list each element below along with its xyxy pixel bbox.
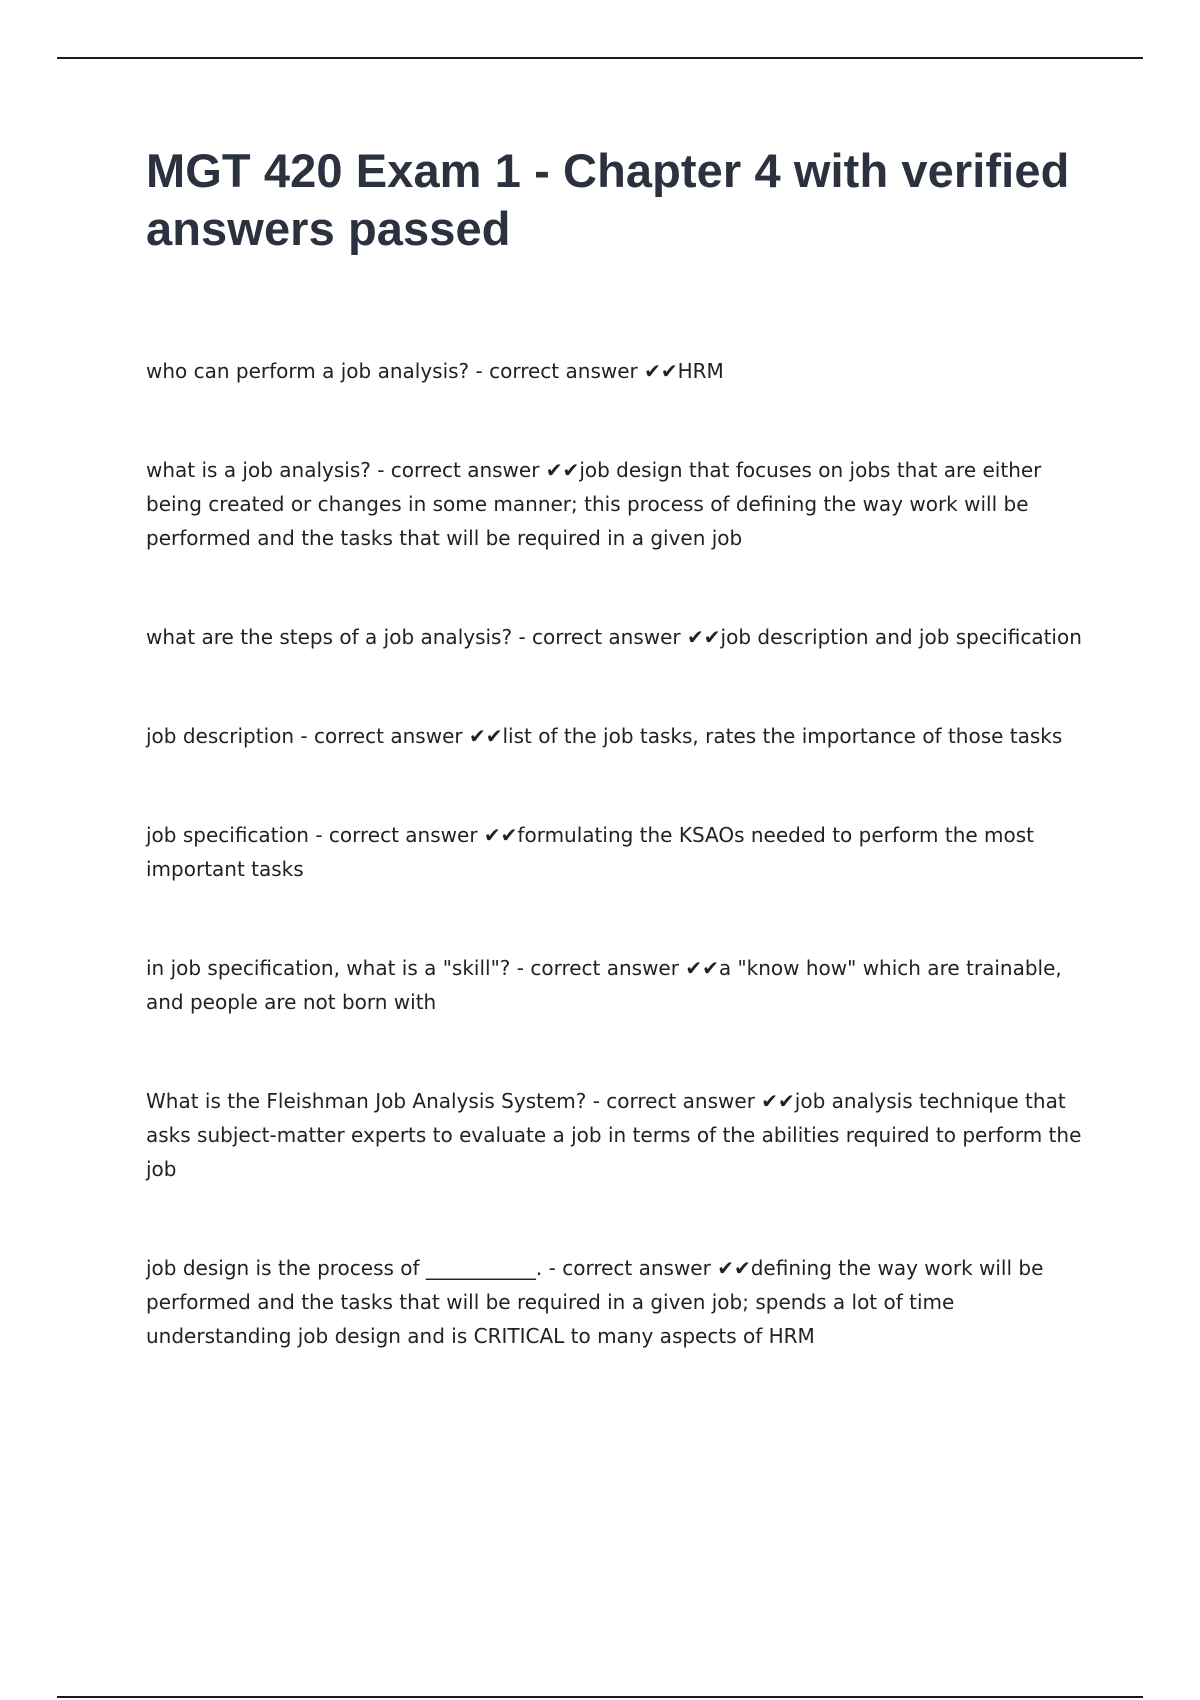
answer-text: job description and job specification	[720, 625, 1082, 649]
top-divider	[57, 57, 1143, 59]
qa-item	[146, 951, 1086, 1019]
bottom-divider	[57, 1696, 1143, 1698]
answer-separator: - correct answer	[469, 359, 645, 383]
answer-text: list of the job tasks, rates the importance of those tasks	[502, 724, 1063, 748]
qa-item	[146, 453, 1086, 555]
answer-separator: - correct answer	[542, 1256, 718, 1280]
answer-separator: - correct answer	[510, 956, 686, 980]
answer-text: a "know how" which are trainable, and people are not born with	[146, 956, 1062, 1014]
qa-list	[146, 354, 1086, 1353]
check-mark-icon: ✔✔	[687, 625, 721, 649]
question-text: what is a job analysis?	[146, 458, 371, 482]
question-text: who can perform a job analysis?	[146, 359, 470, 383]
qa-item	[146, 354, 1086, 388]
answer-separator: - correct answer	[294, 724, 469, 748]
answer-separator: - correct answer	[308, 823, 484, 847]
question-text: in job specification, what is a "skill"?	[146, 956, 511, 980]
question-text: what are the steps of a job analysis?	[146, 625, 513, 649]
question-text: job description	[146, 724, 295, 748]
check-mark-icon: ✔✔	[545, 458, 580, 482]
check-mark-icon: ✔✔	[685, 956, 719, 980]
answer-text: formulating the KSAOs needed to perform the most important tasks	[146, 823, 1035, 881]
question-text: What is the Fleishman Job Analysis System?	[146, 1089, 587, 1113]
question-text: job design is the process of ___________.	[146, 1256, 543, 1280]
answer-text: defining the way work will be performed and the tasks that will be required in a given job; spends a lot of time understanding job design and is CRITICAL to many aspects of HRM	[146, 1256, 1044, 1348]
answer-separator: - correct answer	[586, 1089, 762, 1113]
qa-item	[146, 620, 1086, 654]
qa-item	[146, 719, 1086, 753]
answer-separator: - correct answer	[370, 458, 546, 482]
answer-text: job design that focuses on jobs that are either being created or changes in some manner; this process of defining the way work will be performed and the tasks that will be required in a given job	[146, 458, 1042, 550]
check-mark-icon: ✔✔	[717, 1256, 751, 1280]
qa-item	[146, 1084, 1086, 1186]
question-text: job specification	[146, 823, 309, 847]
answer-text: job analysis technique that asks subject-matter experts to evaluate a job in terms of the abilities required to perform the job	[146, 1089, 1082, 1181]
check-mark-icon: ✔✔	[483, 823, 518, 847]
check-mark-icon: ✔✔	[761, 1089, 795, 1113]
answer-text: HRM	[677, 359, 724, 383]
check-mark-icon: ✔✔	[468, 724, 503, 748]
answer-separator: - correct answer	[512, 625, 688, 649]
qa-item	[146, 818, 1086, 886]
document-title: MGT 420 Exam 1 - Chapter 4 with verified answers passed	[146, 144, 1070, 255]
qa-item	[146, 1251, 1086, 1353]
check-mark-icon: ✔✔	[644, 359, 678, 383]
document-body	[146, 142, 1086, 1418]
